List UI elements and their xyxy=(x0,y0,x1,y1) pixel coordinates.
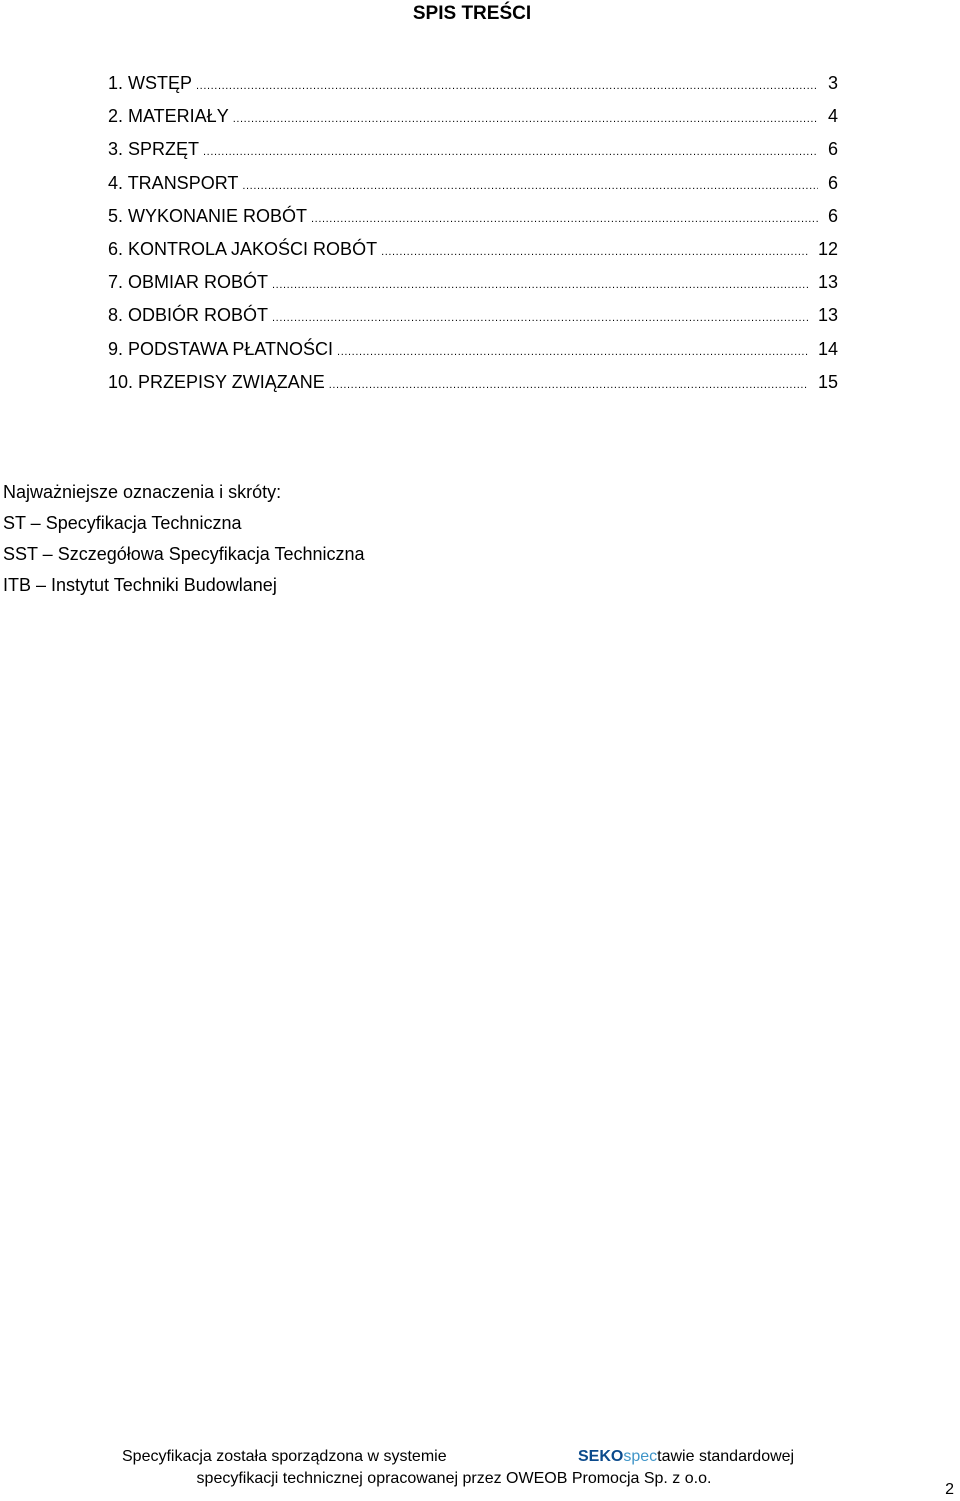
toc-entry-label: 8. ODBIÓR ROBÓT xyxy=(108,305,269,326)
toc-page-number: 4 xyxy=(827,106,838,127)
abbreviations-heading: Najważniejsze oznaczenia i skróty: xyxy=(3,482,282,502)
toc-dot-leader xyxy=(337,340,808,364)
toc-page-number: 12 xyxy=(817,238,838,259)
abbreviations-section xyxy=(3,477,365,601)
page-footer xyxy=(122,1446,834,1490)
toc-entry-label: 9. PODSTAWA PŁATNOŚCI xyxy=(108,338,334,359)
toc-page-number: 13 xyxy=(817,305,838,326)
toc-entry-label: 10. PRZEPISY ZWIĄZANE xyxy=(108,371,325,392)
toc-entry-label: 6. KONTROLA JAKOŚCI ROBÓT xyxy=(108,238,378,259)
footer-system-text: Specyfikacja została sporządzona w systemie xyxy=(122,1448,447,1465)
toc-entry-wstep[interactable] xyxy=(108,71,838,104)
brand-spec-text: spec xyxy=(623,1448,658,1465)
toc-dot-leader xyxy=(272,273,808,297)
footer-line-1 xyxy=(122,1446,834,1468)
toc-dot-leader xyxy=(203,140,818,164)
toc-dot-leader xyxy=(196,74,818,98)
page-number: 2 xyxy=(945,1481,954,1498)
toc-entry-podstawa-platnosci[interactable] xyxy=(108,337,838,370)
toc-entry-label: 5. WYKONANIE ROBÓT xyxy=(108,205,308,226)
toc-dot-leader xyxy=(272,306,808,330)
toc-dot-leader xyxy=(311,207,818,231)
brand-seko-text: SEKO xyxy=(578,1448,624,1465)
toc-entry-obmiar-robot[interactable] xyxy=(108,270,838,303)
toc-page-number: 6 xyxy=(827,172,838,193)
toc-entry-label: 1. WSTĘP xyxy=(108,73,193,93)
sekospec-brand xyxy=(578,1446,794,1468)
toc-page-number: 15 xyxy=(817,371,838,392)
table-of-contents xyxy=(108,71,838,403)
abbreviation-item-sst: SST – Szczegółowa Specyfikacja Techniczna xyxy=(3,544,365,564)
toc-entry-label: 7. OBMIAR ROBÓT xyxy=(108,272,269,293)
toc-page-number: 6 xyxy=(827,139,838,160)
toc-entry-wykonanie-robot[interactable] xyxy=(108,204,838,237)
footer-line-2: specyfikacji technicznej opracowanej przez OWEOB Promocja Sp. z o.o. xyxy=(196,1470,712,1487)
toc-entry-odbior-robot[interactable] xyxy=(108,303,838,336)
toc-page-number: 14 xyxy=(817,338,838,359)
toc-page-number: 13 xyxy=(817,272,838,293)
abbreviation-item-itb: ITB – Instytut Techniki Budowlanej xyxy=(3,575,277,595)
toc-entry-label: 2. MATERIAŁY xyxy=(108,106,229,127)
footer-line1-rest: tawie standardowej xyxy=(657,1448,795,1465)
toc-dot-leader xyxy=(233,107,818,131)
toc-page-number: 3 xyxy=(827,73,838,93)
toc-entry-label: 4. TRANSPORT xyxy=(108,172,239,193)
toc-entry-label: 3. SPRZĘT xyxy=(108,139,200,160)
abbreviation-item-st: ST – Specyfikacja Techniczna xyxy=(3,513,242,533)
page-title: SPIS TREŚCI xyxy=(412,3,532,24)
toc-dot-leader xyxy=(242,174,818,198)
toc-dot-leader xyxy=(329,373,808,397)
toc-entry-przepisy-zwiazane[interactable] xyxy=(108,370,838,403)
toc-page-number: 6 xyxy=(827,205,838,226)
toc-dot-leader xyxy=(381,240,808,264)
toc-entry-sprzet[interactable] xyxy=(108,137,838,170)
toc-entry-transport[interactable] xyxy=(108,171,838,204)
toc-entry-kontrola-jakosci[interactable] xyxy=(108,237,838,270)
toc-entry-materialy[interactable] xyxy=(108,104,838,137)
